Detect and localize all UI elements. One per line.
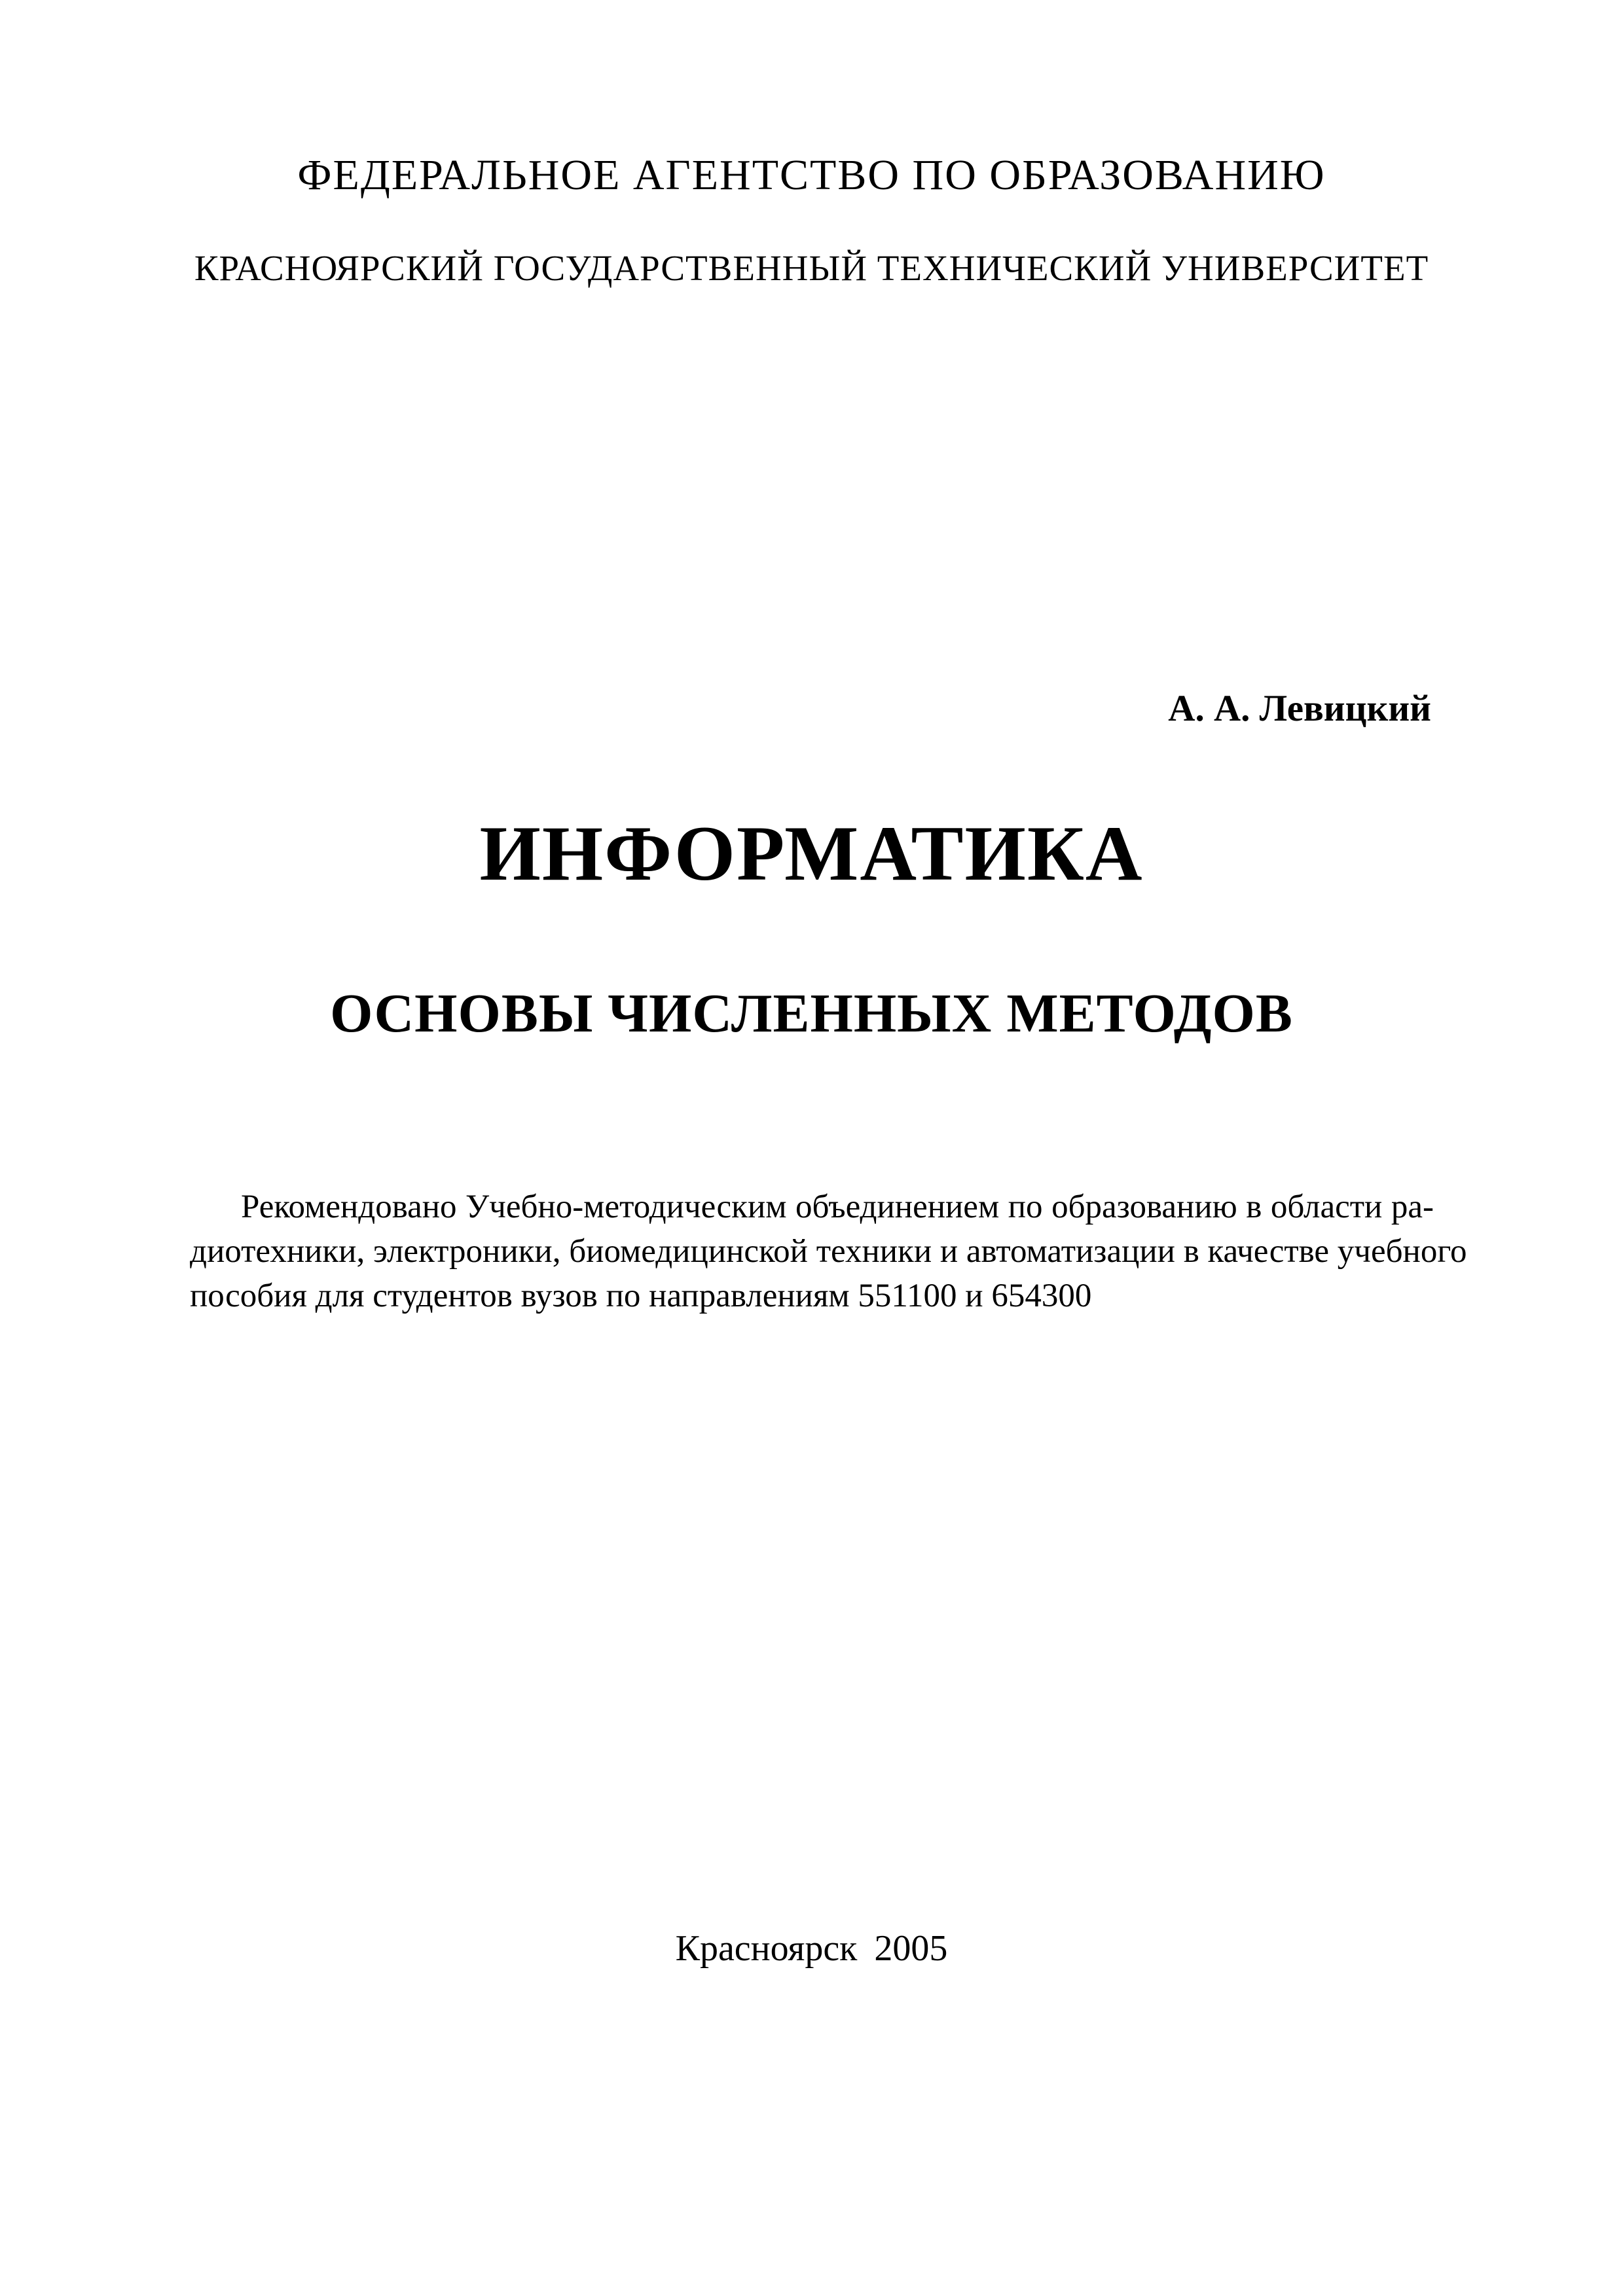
recommendation-line-2: диотехники, электроники, биомедицинской техники и автоматизации в качестве учебного [190, 1233, 1467, 1270]
publication-year: 2005 [874, 1928, 948, 1969]
recommendation-line-1: Рекомендовано Учебно-методическим объединением по образованию в области ра- [241, 1189, 1434, 1225]
recommendation-line-3: пособия для студентов вузов по направлениям 551100 и 654300 [190, 1278, 1092, 1314]
university-name: КРАСНОЯРСКИЙ ГОСУДАРСТВЕННЫЙ ТЕХНИЧЕСКИЙ УНИВЕРСИТЕТ [194, 248, 1429, 288]
author-name: А. А. Левицкий [1168, 688, 1431, 729]
publication-city: Красноярск [675, 1928, 858, 1969]
publication-place-year [0, 1928, 1623, 1969]
recommendation-paragraph [190, 1185, 1467, 1318]
book-subtitle: ОСНОВЫ ЧИСЛЕННЫХ МЕТОДОВ [330, 983, 1293, 1044]
agency-name: ФЕДЕРАЛЬНОЕ АГЕНТСТВО ПО ОБРАЗОВАНИЮ [297, 151, 1326, 199]
book-title: ИНФОРМАТИКА [479, 810, 1144, 897]
